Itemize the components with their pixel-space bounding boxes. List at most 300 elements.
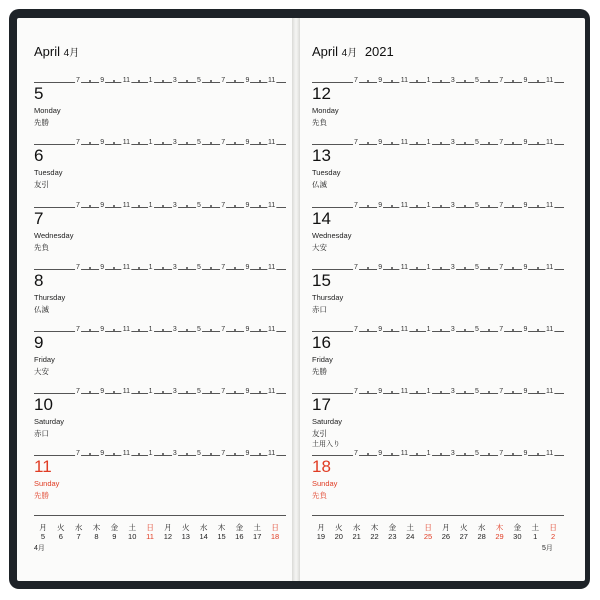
- half-hour-dot: [89, 329, 91, 331]
- hour-tick-label: 11: [267, 388, 276, 395]
- page-gutter: [292, 18, 300, 581]
- weekday-label: Sunday: [34, 479, 60, 488]
- calendar-date[interactable]: 8: [94, 532, 99, 541]
- half-hour-dot: [440, 205, 442, 207]
- hour-tick-label: 9: [378, 264, 383, 271]
- hour-tick-label: 1: [426, 77, 431, 84]
- hour-tick-label: 11: [267, 264, 276, 271]
- rokuyo-label: 先負: [34, 243, 49, 252]
- day-entry[interactable]: [34, 326, 286, 388]
- half-hour-dot: [89, 391, 91, 393]
- calendar-weekday: 金: [513, 523, 522, 532]
- half-hour-dot: [186, 329, 188, 331]
- day-number: 15: [312, 271, 331, 290]
- half-hour-dot: [138, 329, 140, 331]
- hour-tick-label: 7: [76, 77, 80, 84]
- calendar-date[interactable]: 25: [423, 532, 433, 541]
- hour-tick-label: 3: [172, 264, 177, 271]
- half-hour-dot: [416, 267, 418, 269]
- half-hour-dot: [464, 453, 466, 455]
- half-hour-dot: [89, 142, 91, 144]
- hour-tick-label: 9: [523, 264, 528, 271]
- hour-tick-label: 9: [378, 326, 383, 333]
- calendar-date[interactable]: 15: [217, 532, 226, 541]
- half-hour-dot: [162, 142, 164, 144]
- weekday-label: Tuesday: [34, 168, 63, 177]
- hour-tick-label: 7: [76, 139, 80, 146]
- hour-tick-label: 9: [100, 139, 105, 146]
- rokuyo-label: 先負: [312, 491, 327, 500]
- hour-tick-label: 5: [197, 139, 201, 146]
- hour-tick-label: 7: [499, 388, 504, 395]
- hour-tick-label: 3: [450, 77, 455, 84]
- calendar-weekday: 火: [335, 523, 343, 532]
- hour-tick-label: 9: [378, 77, 383, 84]
- calendar-date[interactable]: 29: [495, 532, 504, 541]
- hour-tick-label: 7: [499, 139, 504, 146]
- half-hour-dot: [210, 142, 212, 144]
- calendar-date[interactable]: 1: [533, 532, 538, 541]
- weekday-label: Saturday: [34, 417, 65, 426]
- half-hour-dot: [138, 453, 140, 455]
- day-entry[interactable]: [312, 388, 564, 450]
- hour-tick-label: 11: [400, 77, 409, 84]
- calendar-date[interactable]: 9: [112, 532, 117, 541]
- day-number: 9: [34, 333, 44, 352]
- day-number: 5: [34, 84, 44, 103]
- half-hour-dot: [464, 205, 466, 207]
- hour-tick-label: 7: [221, 264, 226, 271]
- calendar-date[interactable]: 14: [199, 532, 208, 541]
- calendar-weekday: 月: [317, 523, 325, 532]
- hour-tick-label: 11: [400, 139, 409, 146]
- day-entry[interactable]: [34, 264, 286, 326]
- calendar-weekday: 日: [271, 523, 279, 532]
- calendar-date[interactable]: 18: [270, 532, 280, 541]
- half-hour-dot: [464, 329, 466, 331]
- half-hour-dot: [440, 80, 442, 82]
- hour-tick-label: 9: [100, 77, 105, 84]
- rokuyo-label: 先負: [312, 118, 327, 127]
- half-hour-dot: [138, 142, 140, 144]
- half-hour-dot: [537, 267, 539, 269]
- rokuyo-label: 友引: [34, 180, 49, 189]
- day-number: 16: [312, 333, 331, 352]
- half-hour-dot: [367, 453, 369, 455]
- hour-scale: [34, 264, 286, 274]
- half-hour-dot: [234, 80, 236, 82]
- hour-tick-label: 9: [245, 450, 250, 457]
- hour-tick-label: 11: [267, 77, 276, 84]
- weekday-label: Sunday: [312, 479, 338, 488]
- hour-tick-label: 7: [76, 388, 80, 395]
- hour-tick-label: 11: [400, 202, 409, 209]
- hour-tick-label: 5: [475, 202, 479, 209]
- half-hour-dot: [259, 142, 261, 144]
- hour-scale: [312, 450, 564, 460]
- day-entry[interactable]: [312, 264, 564, 326]
- hour-tick-label: 9: [245, 202, 250, 209]
- hour-tick-label: 9: [523, 326, 528, 333]
- hour-tick-label: 5: [475, 388, 479, 395]
- half-hour-dot: [537, 329, 539, 331]
- half-hour-dot: [512, 453, 514, 455]
- hour-tick-label: 7: [76, 450, 80, 457]
- rokuyo-label: 仏滅: [34, 305, 49, 314]
- day-number: 18: [312, 457, 331, 476]
- hour-tick-label: 7: [354, 202, 358, 209]
- half-hour-dot: [537, 80, 539, 82]
- hour-tick-label: 7: [499, 202, 504, 209]
- half-hour-dot: [210, 453, 212, 455]
- hour-tick-label: 3: [172, 326, 177, 333]
- calendar-date[interactable]: 19: [316, 532, 326, 541]
- half-hour-dot: [89, 267, 91, 269]
- hour-tick-label: 11: [545, 326, 554, 333]
- half-hour-dot: [537, 391, 539, 393]
- hour-tick-label: 9: [100, 264, 105, 271]
- half-hour-dot: [440, 453, 442, 455]
- day-entry[interactable]: [312, 450, 564, 512]
- weekday-label: Monday: [34, 106, 61, 115]
- weekday-label: Friday: [34, 355, 55, 364]
- left-header-month: April: [34, 44, 61, 59]
- hour-tick-label: 11: [545, 264, 554, 271]
- day-number: 8: [34, 271, 44, 290]
- calendar-weekday: 月: [39, 523, 47, 532]
- mini-calendar: [312, 515, 564, 565]
- half-hour-dot: [89, 453, 91, 455]
- calendar-date[interactable]: 20: [334, 532, 343, 541]
- hour-tick-label: 11: [545, 139, 554, 146]
- hour-tick-label: 9: [523, 139, 528, 146]
- half-hour-dot: [391, 329, 393, 331]
- half-hour-dot: [162, 391, 164, 393]
- hour-tick-label: 7: [221, 326, 226, 333]
- hour-tick-label: 5: [475, 326, 479, 333]
- half-hour-dot: [186, 205, 188, 207]
- half-hour-dot: [186, 391, 188, 393]
- hour-tick-label: 5: [475, 139, 479, 146]
- hour-tick-label: 9: [523, 202, 528, 209]
- hour-tick-label: 5: [197, 264, 201, 271]
- hour-tick-label: 3: [450, 202, 455, 209]
- hour-tick-label: 1: [148, 264, 153, 271]
- calendar-weekday: 日: [146, 523, 154, 532]
- half-hour-dot: [537, 453, 539, 455]
- hour-scale: [34, 202, 286, 212]
- right-header-month-jp: 4月: [341, 48, 358, 59]
- half-hour-dot: [259, 391, 261, 393]
- left-header-month-jp: 4月: [63, 48, 80, 59]
- rokuyo-label: 先勝: [312, 367, 327, 376]
- half-hour-dot: [259, 205, 261, 207]
- day-number: 17: [312, 395, 331, 414]
- half-hour-dot: [464, 391, 466, 393]
- hour-scale: [34, 139, 286, 149]
- half-hour-dot: [186, 142, 188, 144]
- hour-tick-label: 9: [245, 388, 250, 395]
- hour-tick-label: 11: [267, 202, 276, 209]
- half-hour-dot: [234, 391, 236, 393]
- weekday-label: Wednesday: [312, 231, 352, 240]
- calendar-weekday: 木: [217, 523, 226, 532]
- hour-tick-label: 3: [172, 388, 177, 395]
- hour-tick-label: 11: [122, 388, 131, 395]
- half-hour-dot: [391, 142, 393, 144]
- calendar-weekday: 火: [460, 523, 468, 532]
- hour-tick-label: 9: [378, 202, 383, 209]
- half-hour-dot: [234, 142, 236, 144]
- hour-tick-label: 3: [450, 450, 455, 457]
- hour-tick-label: 7: [221, 450, 226, 457]
- hour-tick-label: 1: [426, 326, 431, 333]
- half-hour-dot: [488, 142, 490, 144]
- half-hour-dot: [210, 329, 212, 331]
- hour-tick-label: 1: [426, 202, 431, 209]
- hour-tick-label: 7: [354, 450, 358, 457]
- calendar-weekday: 水: [199, 523, 208, 532]
- half-hour-dot: [391, 267, 393, 269]
- hour-tick-label: 5: [197, 77, 201, 84]
- weekday-label: Tuesday: [312, 168, 341, 177]
- hour-tick-label: 3: [450, 264, 455, 271]
- day-entry[interactable]: [34, 202, 286, 264]
- day-note: 土用入り: [312, 441, 340, 448]
- calendar-date[interactable]: 10: [128, 532, 137, 541]
- half-hour-dot: [464, 80, 466, 82]
- half-hour-dot: [89, 205, 91, 207]
- half-hour-dot: [416, 391, 418, 393]
- calendar-weekday: 金: [110, 523, 119, 532]
- half-hour-dot: [464, 142, 466, 144]
- half-hour-dot: [138, 80, 140, 82]
- half-hour-dot: [367, 80, 369, 82]
- right-page-header: [312, 44, 394, 59]
- calendar-weekday: 火: [57, 523, 65, 532]
- hour-tick-label: 11: [545, 202, 554, 209]
- half-hour-dot: [186, 267, 188, 269]
- calendar-date[interactable]: 28: [477, 532, 486, 541]
- calendar-date[interactable]: 22: [370, 532, 379, 541]
- hour-tick-label: 5: [197, 326, 201, 333]
- hour-tick-label: 11: [122, 264, 131, 271]
- day-entry[interactable]: [34, 450, 286, 512]
- half-hour-dot: [113, 80, 115, 82]
- calendar-date[interactable]: 23: [388, 532, 397, 541]
- hour-scale: [312, 77, 564, 87]
- calendar-weekday: 月: [442, 523, 450, 532]
- half-hour-dot: [210, 205, 212, 207]
- half-hour-dot: [138, 205, 140, 207]
- hour-scale: [34, 326, 286, 336]
- calendar-date[interactable]: 12: [163, 532, 173, 541]
- half-hour-dot: [113, 142, 115, 144]
- calendar-date[interactable]: 7: [76, 532, 81, 541]
- calendar-date[interactable]: 17: [253, 532, 262, 541]
- half-hour-dot: [113, 205, 115, 207]
- hour-tick-label: 11: [400, 388, 409, 395]
- hour-tick-label: 1: [426, 388, 431, 395]
- right-page: [300, 18, 585, 581]
- hour-scale: [312, 388, 564, 398]
- hour-tick-label: 3: [172, 139, 177, 146]
- half-hour-dot: [162, 453, 164, 455]
- calendar-rule: [312, 515, 564, 516]
- half-hour-dot: [391, 80, 393, 82]
- half-hour-dot: [512, 391, 514, 393]
- half-hour-dot: [440, 142, 442, 144]
- hour-tick-label: 7: [499, 264, 504, 271]
- half-hour-dot: [89, 80, 91, 82]
- left-page-header: [34, 44, 79, 59]
- half-hour-dot: [162, 80, 164, 82]
- hour-tick-label: 9: [523, 388, 528, 395]
- half-hour-dot: [234, 453, 236, 455]
- hour-tick-label: 7: [499, 450, 504, 457]
- hour-tick-label: 9: [100, 450, 105, 457]
- half-hour-dot: [259, 329, 261, 331]
- calendar-weekday: 水: [352, 523, 361, 532]
- half-hour-dot: [259, 453, 261, 455]
- day-entry[interactable]: [34, 388, 286, 450]
- half-hour-dot: [464, 267, 466, 269]
- day-entry[interactable]: [34, 139, 286, 201]
- half-hour-dot: [138, 267, 140, 269]
- weekday-label: Saturday: [312, 417, 343, 426]
- half-hour-dot: [367, 205, 369, 207]
- right-header-year: 2021: [364, 44, 394, 59]
- hour-tick-label: 9: [523, 77, 528, 84]
- calendar-date[interactable]: 5: [40, 532, 46, 541]
- calendar-weekday: 金: [388, 523, 397, 532]
- hour-tick-label: 3: [172, 77, 177, 84]
- calendar-date[interactable]: 24: [406, 532, 415, 541]
- half-hour-dot: [259, 80, 261, 82]
- rokuyo-label: 先勝: [34, 491, 49, 500]
- weekday-label: Friday: [312, 355, 333, 364]
- day-entry[interactable]: [312, 202, 564, 264]
- hour-tick-label: 5: [475, 264, 479, 271]
- hour-tick-label: 11: [545, 388, 554, 395]
- calendar-date[interactable]: 16: [235, 532, 244, 541]
- calendar-month-label: 4月: [34, 545, 45, 552]
- half-hour-dot: [391, 453, 393, 455]
- half-hour-dot: [512, 205, 514, 207]
- half-hour-dot: [113, 267, 115, 269]
- rokuyo-label: 友引: [312, 429, 327, 438]
- hour-scale: [312, 326, 564, 336]
- hour-tick-label: 5: [197, 388, 201, 395]
- rokuyo-label: 大安: [312, 243, 327, 252]
- half-hour-dot: [234, 267, 236, 269]
- calendar-weekday: 木: [92, 523, 101, 532]
- calendar-date[interactable]: 21: [352, 532, 361, 541]
- hour-tick-label: 1: [426, 264, 431, 271]
- hour-tick-label: 7: [354, 77, 358, 84]
- hour-tick-label: 9: [245, 326, 250, 333]
- hour-tick-label: 3: [450, 326, 455, 333]
- half-hour-dot: [512, 80, 514, 82]
- calendar-weekday: 水: [74, 523, 83, 532]
- hour-tick-label: 11: [400, 264, 409, 271]
- hour-tick-label: 7: [354, 264, 358, 271]
- rokuyo-label: 仏滅: [312, 180, 327, 189]
- day-entry[interactable]: [34, 77, 286, 139]
- weekday-label: Monday: [312, 106, 339, 115]
- half-hour-dot: [440, 267, 442, 269]
- calendar-date[interactable]: 11: [146, 532, 154, 541]
- hour-tick-label: 11: [400, 326, 409, 333]
- hour-tick-label: 11: [122, 77, 131, 84]
- hour-tick-label: 7: [221, 202, 226, 209]
- calendar-date[interactable]: 27: [459, 532, 468, 541]
- half-hour-dot: [367, 329, 369, 331]
- half-hour-dot: [113, 329, 115, 331]
- right-header-month: April: [312, 44, 339, 59]
- hour-tick-label: 11: [545, 77, 554, 84]
- half-hour-dot: [512, 267, 514, 269]
- hour-tick-label: 7: [499, 326, 504, 333]
- day-entry[interactable]: [312, 77, 564, 139]
- hour-tick-label: 1: [148, 388, 153, 395]
- half-hour-dot: [391, 391, 393, 393]
- half-hour-dot: [367, 267, 369, 269]
- hour-tick-label: 9: [245, 139, 250, 146]
- hour-scale: [312, 202, 564, 212]
- half-hour-dot: [488, 453, 490, 455]
- hour-scale: [34, 450, 286, 460]
- half-hour-dot: [488, 80, 490, 82]
- calendar-weekday: 土: [406, 523, 414, 532]
- hour-tick-label: 11: [267, 326, 276, 333]
- day-entry[interactable]: [312, 326, 564, 388]
- calendar-rule: [34, 515, 286, 516]
- hour-tick-label: 7: [76, 202, 80, 209]
- calendar-date[interactable]: 2: [550, 532, 556, 541]
- calendar-weekday: 水: [477, 523, 486, 532]
- hour-tick-label: 11: [122, 139, 131, 146]
- rokuyo-label: 赤口: [34, 429, 49, 438]
- half-hour-dot: [391, 205, 393, 207]
- hour-tick-label: 9: [523, 450, 528, 457]
- half-hour-dot: [488, 329, 490, 331]
- hour-tick-label: 1: [426, 139, 431, 146]
- calendar-date[interactable]: 13: [181, 532, 190, 541]
- hour-tick-label: 7: [354, 139, 358, 146]
- day-entry[interactable]: [312, 139, 564, 201]
- hour-tick-label: 7: [221, 77, 226, 84]
- calendar-weekday: 火: [182, 523, 190, 532]
- half-hour-dot: [416, 80, 418, 82]
- hour-tick-label: 1: [148, 139, 153, 146]
- hour-tick-label: 7: [221, 139, 226, 146]
- hour-tick-label: 7: [76, 264, 80, 271]
- half-hour-dot: [416, 329, 418, 331]
- rokuyo-label: 赤口: [312, 305, 327, 314]
- hour-tick-label: 5: [197, 450, 201, 457]
- half-hour-dot: [162, 267, 164, 269]
- calendar-weekday: 土: [128, 523, 136, 532]
- hour-scale: [312, 139, 564, 149]
- hour-tick-label: 11: [122, 450, 131, 457]
- calendar-date[interactable]: 6: [58, 532, 63, 541]
- half-hour-dot: [416, 205, 418, 207]
- calendar-date[interactable]: 26: [441, 532, 451, 541]
- hour-tick-label: 7: [354, 326, 358, 333]
- hour-tick-label: 1: [148, 202, 153, 209]
- calendar-date[interactable]: 30: [513, 532, 522, 541]
